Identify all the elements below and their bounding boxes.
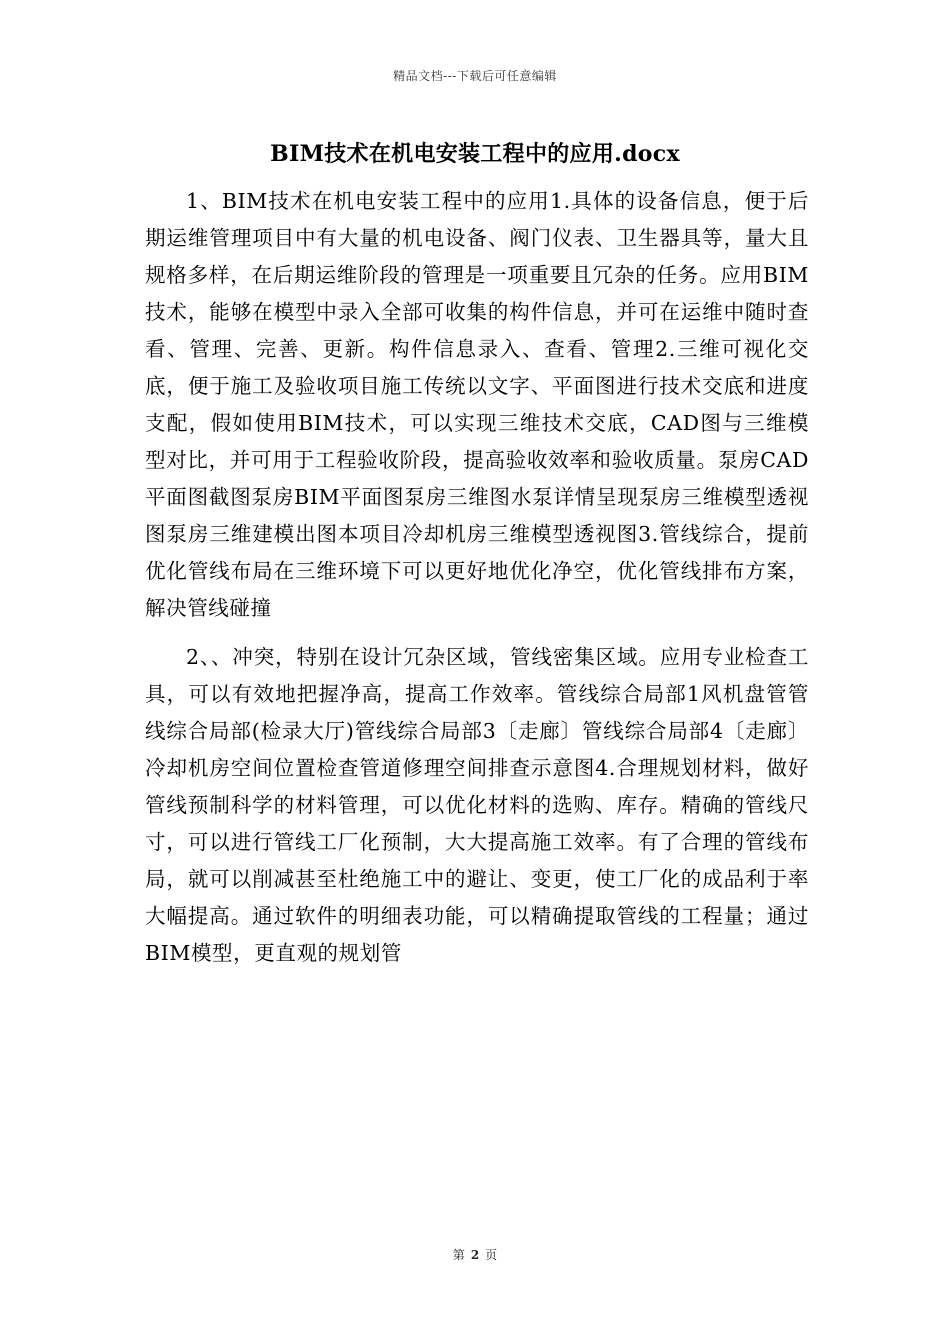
document-body [145, 183, 809, 972]
page-number: 2 [470, 1248, 480, 1262]
document-title: BIM技术在机电安装工程中的应用.docx [270, 141, 680, 167]
page-header: 精品文档---下载后可任意编辑 [393, 69, 557, 83]
paragraph-2: 2、、冲突，特别在设计冗杂区域，管线密集区域。应用专业检查工具，可以有效地把握净高，提高工作效率。管线综合局部1风机盘管管线综合局部(检录大厅)管线综合局部3〔走廊〕管线综合局部4〔走廊〕冷却机房空间位置检查管道修理空间排查示意图4.合理规划材料，做好管线预制科学的材料管理，可以优化材料的选购、库存。精确的管线尺寸，可以进行管线工厂化预制，大大提高施工效率。有了合理的管线布局，就可以削减甚至杜绝施工中的避让、变更，使工厂化的成品利于率大幅提高。通过软件的明细表功能，可以精确提取管线的工程量；通过BIM模型，更直观的规划管 [145, 645, 809, 965]
paragraph-1: 1、BIM技术在机电安装工程中的应用1.具体的设备信息，便于后期运维管理项目中有大量的机电设备、阀门仪表、卫生器具等，量大且规格多样，在后期运维阶段的管理是一项重要且冗杂的任务。应用BIM技术，能够在模型中录入全部可收集的构件信息，并可在运维中随时查看、管理、完善、更新。构件信息录入、查看、管理2.三维可视化交底，便于施工及验收项目施工传统以文字、平面图进行技术交底和进度支配，假如使用BIM技术，可以实现三维技术交底，CAD图与三维模型对比，并可用于工程验收阶段，提高验收效率和验收质量。泵房CAD平面图截图泵房BIM平面图泵房三维图水泵详情呈现泵房三维模型透视图泵房三维建模出图本项目冷却机房三维模型透视图3.管线综合，提前优化管线布局在三维环境下可以更好地优化净空，优化管线排布方案，解决管线碰撞 [145, 189, 809, 620]
page-number-suffix: 页 [485, 1248, 498, 1262]
page-footer [0, 1246, 950, 1263]
page-number-prefix: 第 [452, 1248, 465, 1262]
